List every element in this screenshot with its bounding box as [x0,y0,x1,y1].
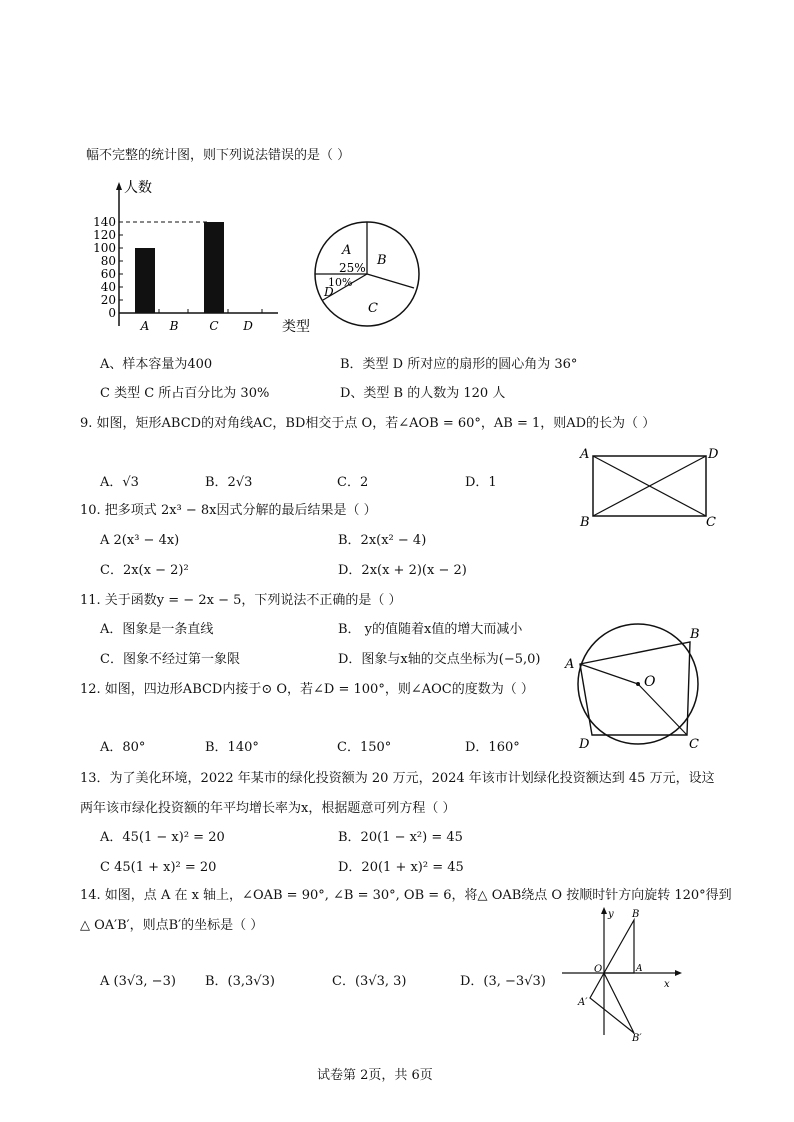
q9-stem: 9. 如图，矩形ABCD的对角线AC，BD相交于点 O，若∠AOB = 60°，AB = 1，则AD的长为（ ） [80,416,656,431]
q12-option-a: A．80° [100,740,146,755]
q9-option-d: D．1 [465,475,497,490]
q12-option-c: C．150° [337,740,392,755]
q13-option-d: D．20(1 + x)² = 45 [338,860,464,875]
x-tick-label: D [243,319,253,333]
pie-chart [292,212,432,332]
circle-label-d: D [579,737,590,750]
bar-c [204,222,224,313]
q14-option-c: C．(3√3, 3) [332,974,407,989]
rect-label-a: A [580,447,590,462]
axis-label-y: y [608,909,614,920]
rect-label-d: D [708,447,719,462]
q13-stem-line1: 13．为了美化环境，2022 年某市的绿化投资额为 20 万元，2024 年该市计划绿化投资额达到 45 万元，设这 [80,771,715,786]
figure-label-b-prime: B′ [632,1033,642,1044]
q14-option-a: A (3√3, −3) [100,974,176,989]
bar-chart-xlabel: 类型 [282,319,310,335]
q13-option-a: A．45(1 − x)² = 20 [100,830,225,845]
bar-chart-bars [135,222,224,313]
q9-option-a: A．√3 [100,475,139,490]
q11-option-c: C．图象不经过第一象限 [100,652,240,667]
figure-label-a: A [636,964,643,974]
q14-option-b: B．(3,3√3) [205,974,275,989]
q11-option-a: A．图象是一条直线 [100,622,214,637]
y-tick-label: 120 [93,228,116,242]
q12-option-b: B．140° [205,740,259,755]
q13-option-b: B．20(1 − x²) = 45 [338,830,463,845]
q8-option-d: D、类型 B 的人数为 120 人 [340,386,506,401]
figure-label-b: B [632,909,640,920]
q8-option-b: B．类型 D 所对应的扇形的圆心角为 36° [340,357,578,372]
q8-option-a: A、样本容量为400 [100,357,213,372]
q8-option-c: C 类型 C 所占百分比为 30% [100,386,270,401]
circle-label-o: O [644,674,656,690]
q12-option-d: D．160° [465,740,520,755]
q10-option-a: A 2(x³ − 4x) [100,533,180,548]
q10-option-d: D．2x(x + 2)(x − 2) [338,563,467,578]
circle-label-c: C [689,737,699,750]
x-tick-label: C [209,319,219,333]
figure-label-o: O [594,964,603,975]
q13-stem-line2: 两年该市绿化投资额的年平均增长率为x，根据题意可列方程（ ） [80,801,456,816]
x-tick-label: B [169,319,179,333]
bar-a [135,248,155,313]
y-tick-label: 140 [93,215,116,229]
y-tick-label: 0 [108,306,116,320]
circle-label-a: A [565,657,575,672]
q9-option-c: C．2 [337,475,369,490]
pie-pct-a: 25% [339,261,366,275]
q10-option-c: C．2x(x − 2)² [100,563,189,578]
pie-label-d: D [324,285,334,299]
pie-label-c: C [368,301,378,316]
y-tick-label: 40 [100,280,116,294]
bar-chart [88,178,318,338]
q14-stem-line2: △ OA′B′，则点B′的坐标是（ ） [80,918,264,933]
x-tick-label: A [140,319,150,333]
q13-option-c: C 45(1 + x)² = 20 [100,860,217,875]
q10-stem: 10. 把多项式 2x³ − 8x因式分解的最后结果是（ ） [80,503,377,518]
y-tick-label: 60 [100,267,116,281]
circle-label-b: B [690,627,700,642]
q14-stem-line1: 14. 如图，点 A 在 x 轴上，∠OAB = 90°, ∠B = 30°, OB = 6，将△ OAB绕点 O 按顺时针方向旋转 120°得到 [80,888,732,903]
q12-stem: 12. 如图，四边形ABCD内接于⊙ O，若∠D = 100°，则∠AOC的度数为（ ） [80,682,534,697]
rectangle-figure [578,444,728,530]
y-tick-label: 80 [100,254,116,268]
y-tick-label: 20 [100,293,116,307]
pie-label-b: B [377,253,387,268]
q11-stem: 11. 关于函数y = − 2x − 5，下列说法不正确的是（ ） [80,593,402,608]
pie-pct-d: 10% [328,276,353,289]
bar-chart-ylabel: 人数 [124,180,152,196]
rect-label-c: C [706,515,716,530]
q9-option-b: B．2√3 [205,475,253,490]
question-8-stem: 幅不完整的统计图，则下列说法错误的是（ ） [86,148,351,163]
rotation-figure [560,905,685,1045]
y-tick-label: 100 [93,241,116,255]
page-footer: 试卷第 2页，共 6页 [317,1068,433,1083]
q11-option-d: D．图象与x轴的交点坐标为(−5,0) [338,652,541,667]
circle-figure [562,620,712,750]
q10-option-b: B．2x(x² − 4) [338,533,427,548]
figure-label-a-prime: A′ [578,997,588,1008]
pie-label-a: A [342,243,352,258]
q11-option-b: B． y的值随着x值的增大而减小 [338,622,523,637]
rect-label-b: B [580,515,590,530]
q14-option-d: D．(3, −3√3) [460,974,546,989]
axis-label-x: x [664,979,670,990]
